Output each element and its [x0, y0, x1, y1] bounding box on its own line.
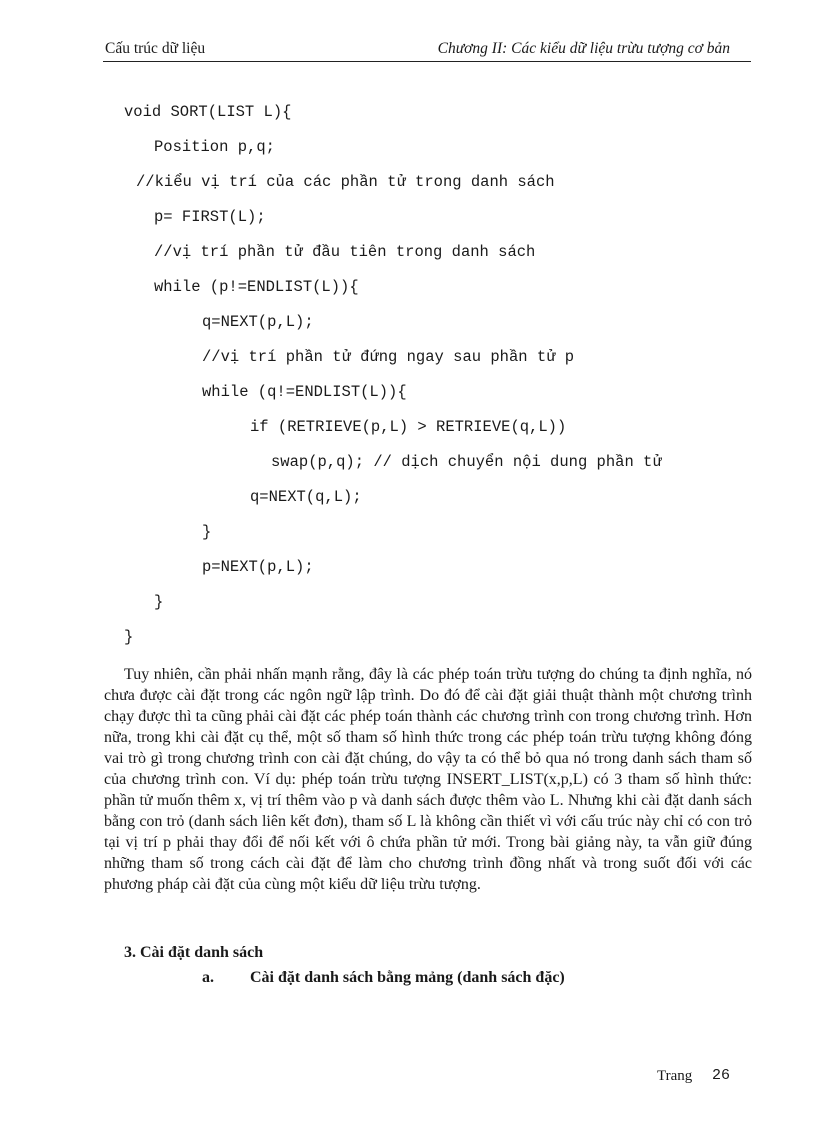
code-line: while (p!=ENDLIST(L)){	[154, 278, 359, 296]
subsection-heading	[202, 969, 565, 987]
section-number: 3.	[124, 944, 136, 961]
code-line: //vị trí phần tử đầu tiên trong danh sách	[154, 243, 536, 261]
page-number: 26	[712, 1067, 731, 1084]
code-line: p=NEXT(p,L);	[202, 558, 314, 576]
code-line: swap(p,q); // dịch chuyển nội dung phần tử	[271, 453, 662, 471]
code-line: }	[202, 523, 212, 541]
code-line: Position p,q;	[154, 138, 275, 156]
header-rule	[103, 61, 751, 62]
code-line: }	[124, 628, 134, 646]
code-line: q=NEXT(p,L);	[202, 313, 314, 331]
code-line: //vị trí phần tử đứng ngay sau phần tử p	[202, 348, 575, 366]
code-line: }	[154, 593, 164, 611]
code-line: if (RETRIEVE(p,L) > RETRIEVE(q,L))	[250, 418, 567, 436]
subsection-letter: a.	[202, 969, 214, 986]
page-header-right: Chương II: Các kiểu dữ liệu trừu tượng cơ bản	[437, 40, 730, 57]
page-label: Trang	[657, 1068, 693, 1084]
section-title: Cài đặt danh sách	[140, 944, 264, 961]
section-heading	[124, 944, 263, 962]
code-line: void SORT(LIST L){	[124, 103, 292, 121]
code-line: //kiểu vị trí của các phần tử trong danh sách	[136, 173, 555, 191]
body-paragraph: Tuy nhiên, cần phải nhấn mạnh rằng, đây là các phép toán trừu tượng do chúng ta định nghĩa, nó chưa được cài đặt trong các ngôn ngữ lập trình. Do đó để cài đặt giải thuật thành một chương trình chạy được thì ta cũng phải cài đặt các phép toán thành các chương trình con trong chương trình. Hơn nữa, trong khi cài đặt cụ thể, một số tham số hình thức trong các phép toán trừu tượng không đóng vai trò gì trong chương trình con cài đặt chúng, do vậy ta có thể bỏ qua nó trong danh sách tham số của chương trình con. Ví dụ: phép toán trừu tượng INSERT_LIST(x,p,L) có 3 tham số hình thức: phần tử muốn thêm x, vị trí thêm vào p và danh sách được thêm vào L. Nhưng khi cài đặt danh sách bằng con trỏ (danh sách liên kết đơn), tham số L là không cần thiết vì với cấu trúc này chỉ có con trỏ tại vị trí p phải thay đổi để nối kết với ô chứa phần tử mới. Trong bài giảng này, ta vẫn giữ đúng những tham số trong cách cài đặt để làm cho chương trình đồng nhất và trong suốt đối với các phương pháp cài đặt của cùng một kiểu dữ liệu trừu tượng.	[104, 666, 752, 893]
code-line: q=NEXT(q,L);	[250, 488, 362, 506]
code-line: while (q!=ENDLIST(L)){	[202, 383, 407, 401]
subsection-title: Cài đặt danh sách bằng mảng (danh sách đặc)	[250, 969, 565, 986]
code-line: p= FIRST(L);	[154, 208, 266, 226]
page-header-left: Cấu trúc dữ liệu	[105, 40, 206, 57]
